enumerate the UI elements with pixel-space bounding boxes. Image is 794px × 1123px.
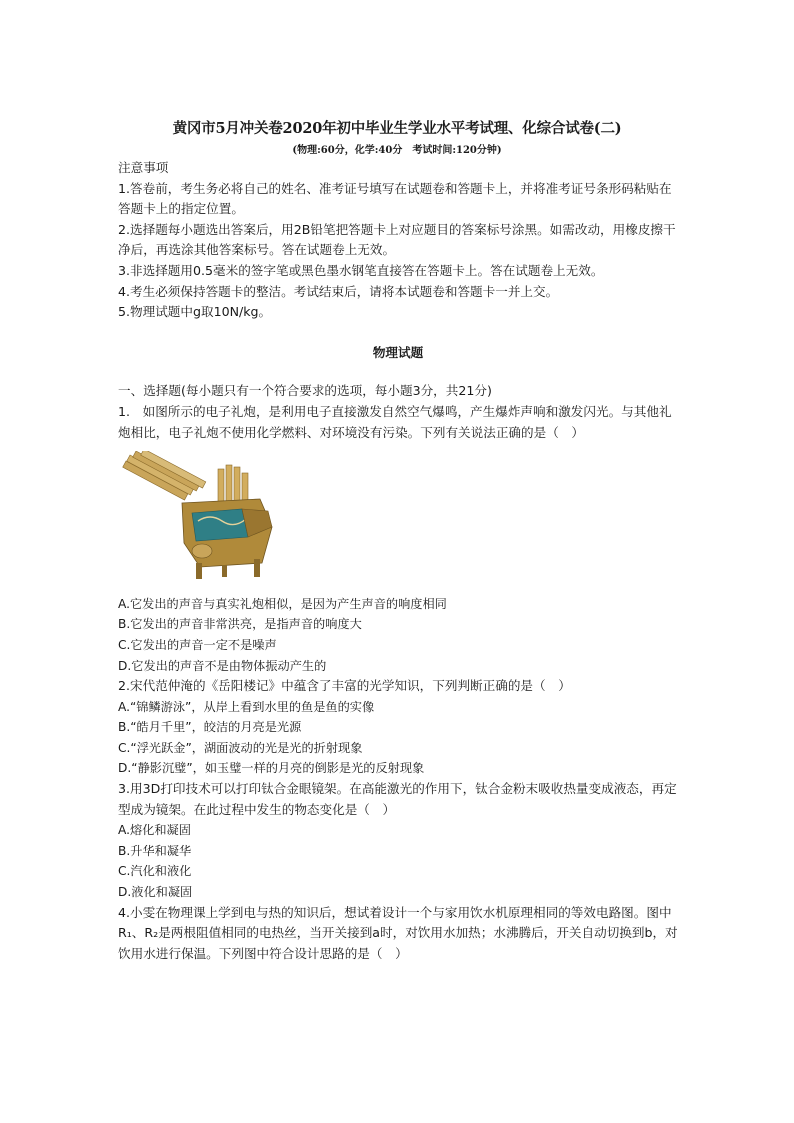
- option: B.它发出的声音非常洪亮，是指声音的响度大: [118, 617, 362, 632]
- note-item: 2.选择题每小题选出答案后，用2B铅笔把答题卡上对应题目的答案标号涂黑。如需改动，用橡皮擦干净后，再选涂其他答案标号。答在试题卷上无效。: [118, 221, 676, 258]
- option: A.“锦鳞游泳”，从岸上看到水里的鱼是鱼的实像: [118, 699, 375, 714]
- note-item: 1.答卷前，考生务必将自己的姓名、准考证号填写在试题卷和答题卡上，并将准考证号条形码粘贴在答题卡上的指定位置。: [118, 180, 672, 217]
- question-stem: 4.小雯在物理课上学到电与热的知识后，想试着设计一个与家用饮水机原理相同的等效电路图。图中R₁、R₂是两根阻值相同的电热丝，当开关接到a时，对饮用水加热；水沸腾后，开关自动切换到b，对饮用水进行保温。下列图中符合设计思路的是（ ）: [118, 904, 678, 961]
- question-1-options: [118, 594, 678, 676]
- option: C.它发出的声音一定不是噪声: [118, 637, 277, 652]
- option: D.液化和凝固: [118, 885, 193, 900]
- section-title: 物理试题: [372, 344, 424, 360]
- notes-heading: 注意事项: [118, 160, 169, 175]
- option: D.“静影沉璧”，如玉璧一样的月亮的倒影是光的反射现象: [118, 761, 425, 776]
- question-stem: 3.用3D打印技术可以打印钛合金眼镜架。在高能激光的作用下，钛合金粉末吸收热量变成液态，再定型成为镜架。在此过程中发生的物态变化是（ ）: [118, 781, 677, 817]
- option: A.它发出的声音与真实礼炮相似，是因为产生声音的响度相同: [118, 596, 447, 611]
- option: A.熔化和凝固: [118, 823, 191, 838]
- question-3-options: [118, 820, 678, 902]
- part-heading: 一、选择题(每小题只有一个符合要求的选项，每小题3分，共21分): [118, 383, 492, 399]
- option: B.“皓月千里”，皎洁的月亮是光源: [118, 720, 302, 735]
- exam-subtitle: (物理:60分，化学:40分 考试时间:120分钟): [292, 145, 502, 156]
- question-stem: 1. 如图所示的电子礼炮，是利用电子直接激发自然空气爆鸣，产生爆炸声响和激发闪光。与其他礼炮相比，电子礼炮不使用化学燃料、对环境没有污染。下列有关说法正确的是（ ）: [118, 403, 672, 440]
- option: D.它发出的声音不是由物体振动产生的: [118, 658, 327, 673]
- option: C.“浮光跃金”，湖面波动的光是光的折射现象: [118, 740, 363, 755]
- exam-body: [118, 158, 678, 964]
- note-item: 3.非选择题用0.5毫米的签字笔或黑色墨水钢笔直接答在答题卡上。答在试题卷上无效。: [118, 262, 604, 278]
- option: B.升华和凝华: [118, 843, 192, 858]
- electronic-salute-cannon-image: [122, 451, 282, 581]
- question-2-options: [118, 697, 678, 779]
- question-stem: 2.宋代范仲淹的《岳阳楼记》中蕴含了丰富的光学知识，下列判断正确的是（ ）: [118, 678, 571, 694]
- option: C.汽化和液化: [118, 864, 192, 879]
- note-item: 4.考生必须保持答题卡的整洁。考试结束后，请将本试题卷和答题卡一并上交。: [118, 283, 559, 299]
- exam-title: 黄冈市5月冲关卷2020年初中毕业生学业水平考试理、化综合试卷(二): [172, 120, 622, 137]
- note-item: 5.物理试题中g取10N/kg。: [118, 304, 272, 320]
